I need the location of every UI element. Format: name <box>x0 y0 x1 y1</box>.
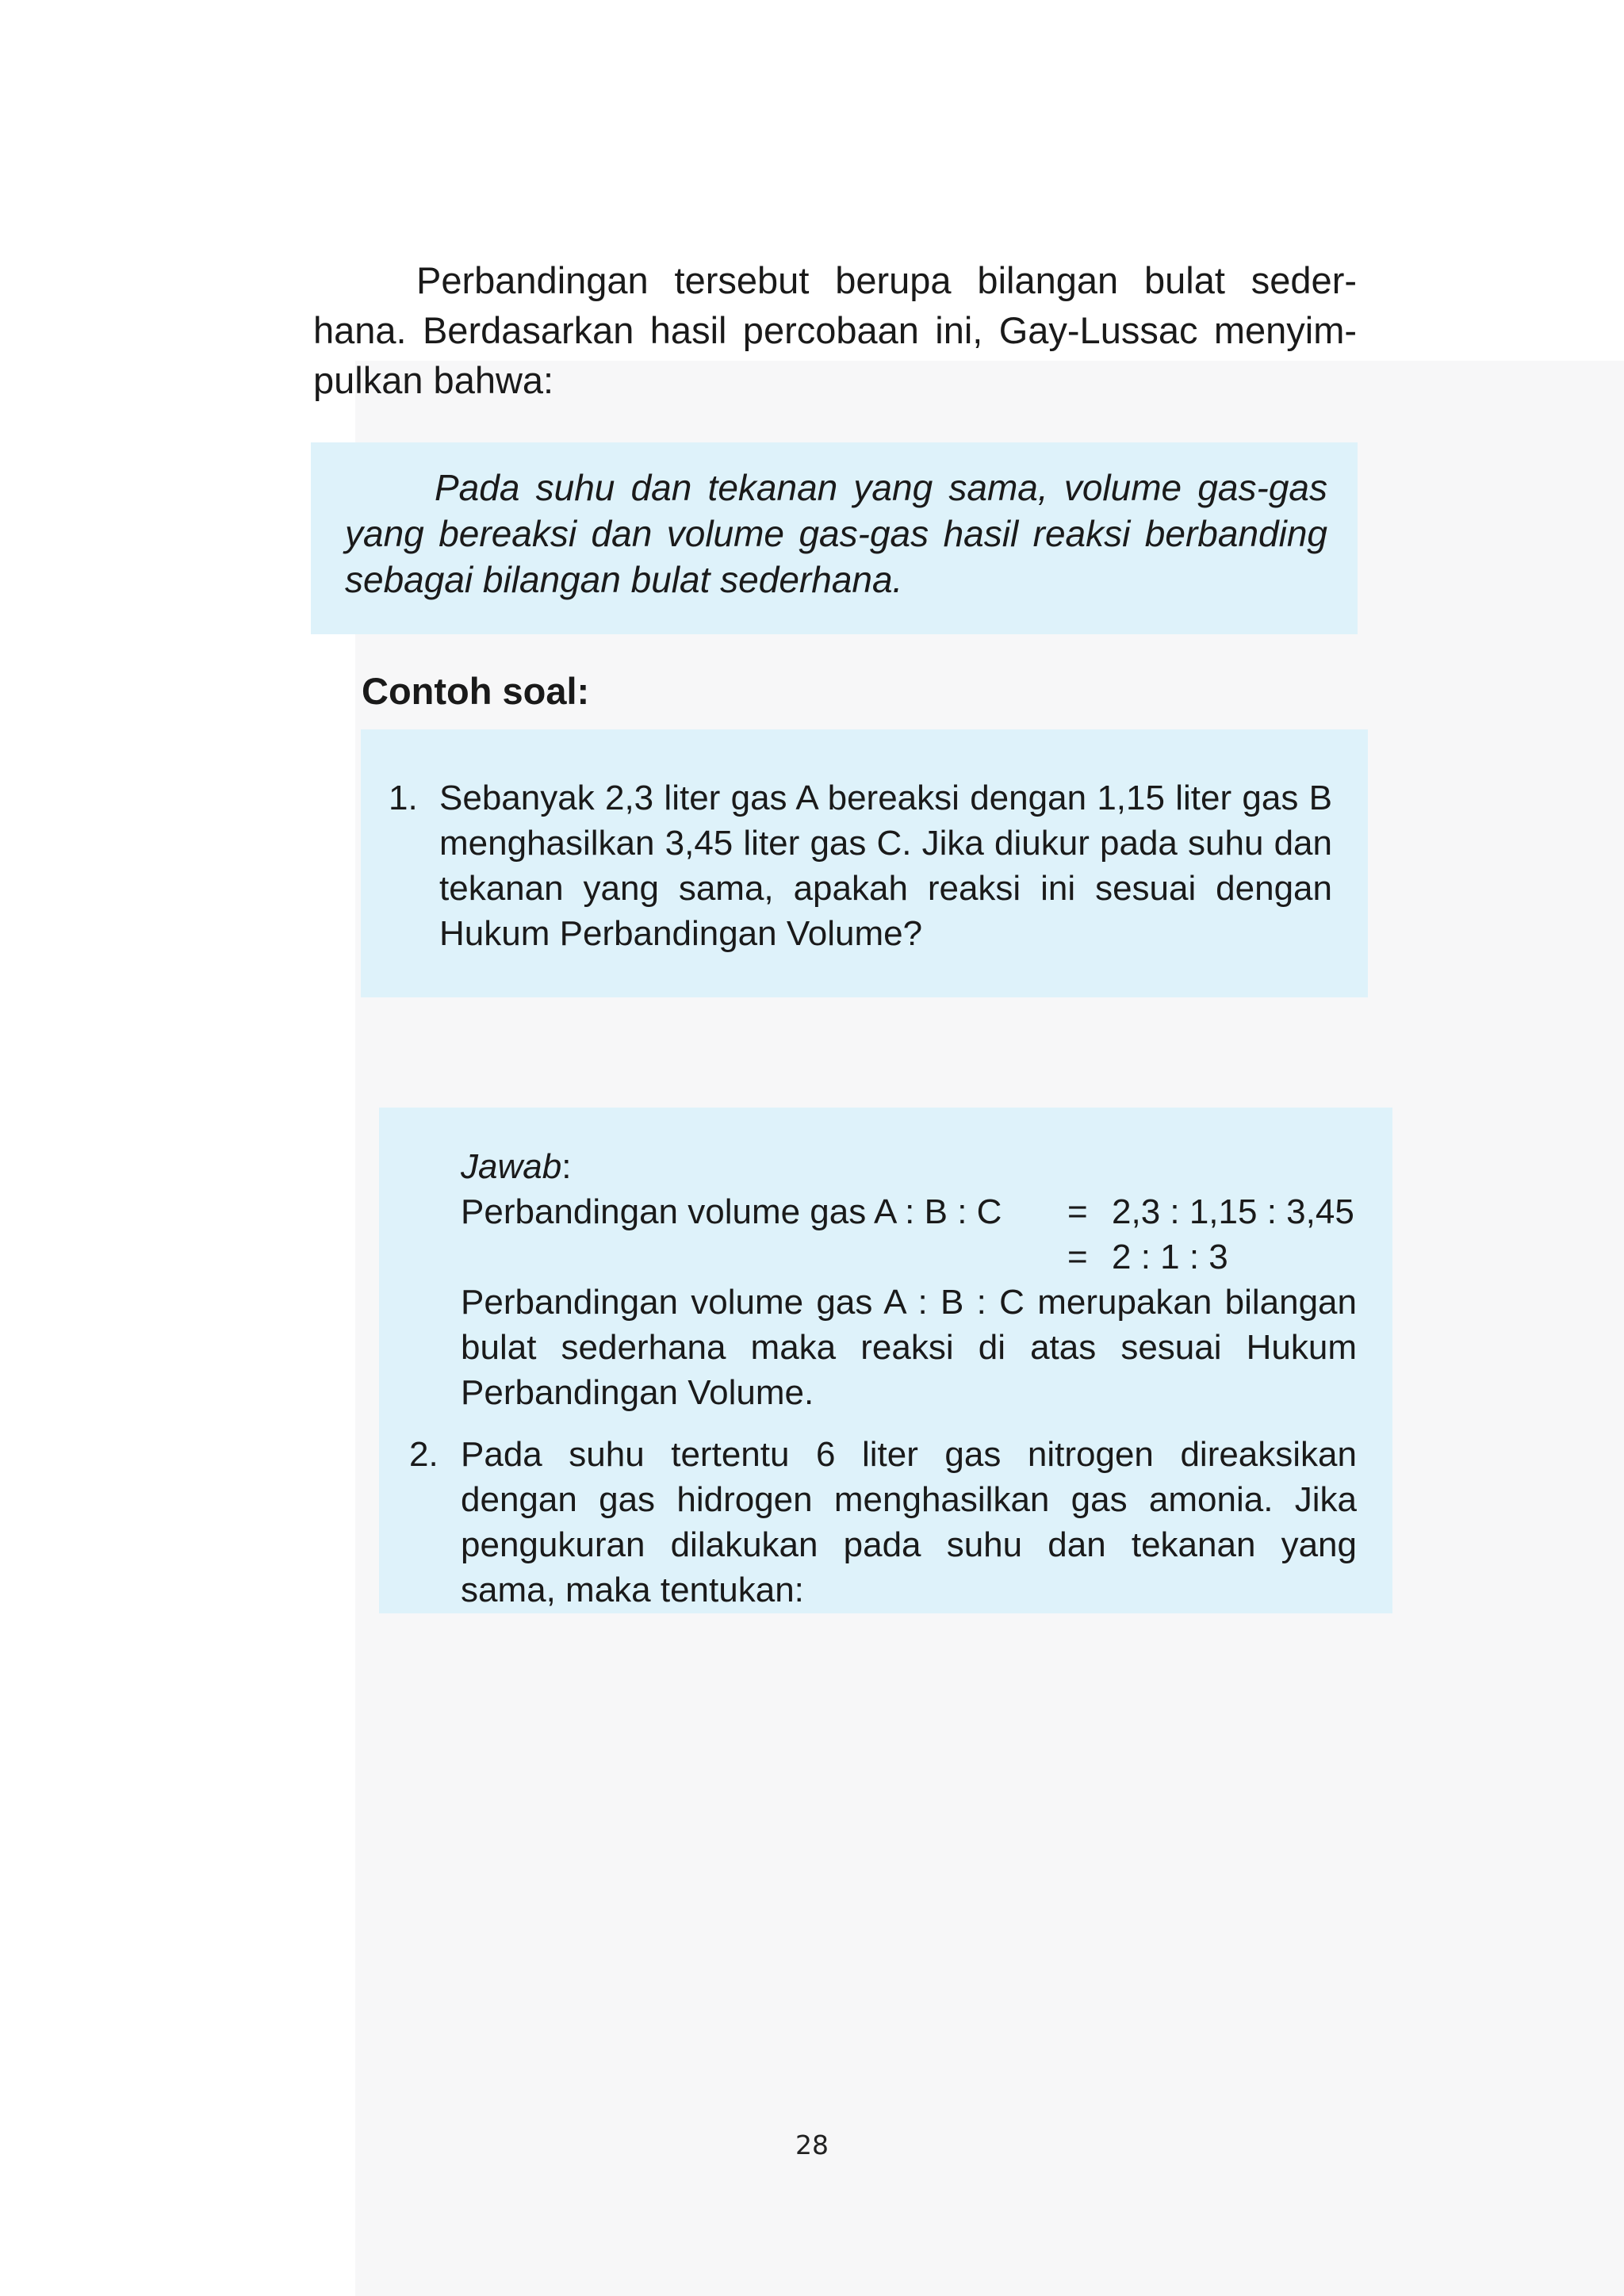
answer-label: Jawab <box>461 1147 562 1186</box>
answer-label-colon: : <box>561 1147 572 1186</box>
ratio-row-2 <box>461 1234 1357 1280</box>
ratio-equals-2: = <box>1067 1238 1088 1276</box>
page-number: 28 <box>795 2130 829 2160</box>
ratio-spacer <box>461 1234 1067 1280</box>
question-2 <box>409 1432 1357 1613</box>
example-heading: Contoh soal: <box>362 670 590 712</box>
law-box <box>311 442 1358 634</box>
law-statement <box>345 465 1327 603</box>
question-1 <box>389 775 1332 956</box>
question-2-number: 2. <box>409 1435 439 1474</box>
intro-paragraph <box>313 255 1357 405</box>
intro-text: Perbandingan tersebut berupa bilangan bulat seder-hana. Berdasarkan hasil percobaan ini, Gay-Lussac menyim-pulkan bahwa: <box>313 259 1357 401</box>
ratio-equals-1: = <box>1067 1192 1088 1231</box>
answer-label-line <box>461 1144 1357 1189</box>
answer-conclusion: Perbandingan volume gas A : B : C merupakan bilangan bulat sederhana maka reaksi di atas sesuai Hukum Perbandingan Volume. <box>461 1283 1357 1412</box>
ratio-value-2: 2 : 1 : 3 <box>1112 1238 1228 1276</box>
law-text: Pada suhu dan tekanan yang sama, volume gas-gas yang bereaksi dan volume gas-gas hasil reaksi berbanding sebagai bilangan bulat sederhana. <box>345 467 1327 600</box>
ratio-label: Perbandingan volume gas A : B : C <box>461 1192 1002 1231</box>
question-1-number: 1. <box>389 779 418 817</box>
ratio-value-1: 2,3 : 1,15 : 3,45 <box>1112 1192 1354 1231</box>
question-2-text: Pada suhu tertentu 6 liter gas nitrogen direaksikan dengan gas hidrogen menghasilkan gas amonia. Jika pengukuran dilakukan pada suhu dan tekanan yang sama, maka tentukan: <box>461 1435 1357 1609</box>
ratio-row-1 <box>461 1189 1357 1234</box>
answer-block <box>461 1144 1357 1415</box>
question-1-text: Sebanyak 2,3 liter gas A bereaksi dengan 1,15 liter gas B menghasilkan 3,45 liter gas C. Jika diukur pada suhu dan tekanan yang sama, apakah reaksi ini sesuai dengan Hukum Perbandingan Volume? <box>439 779 1332 953</box>
